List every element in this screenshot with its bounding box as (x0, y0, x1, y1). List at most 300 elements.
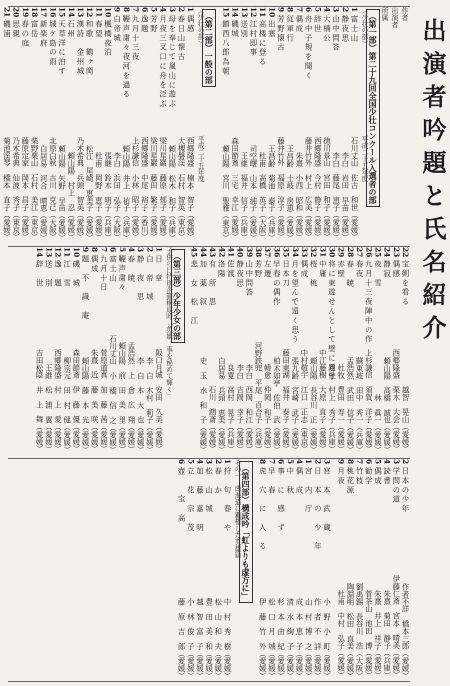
entry-part2-row (149, 7, 158, 243)
rank-number: 9 (336, 459, 346, 465)
poem-title: 春 暁 (345, 260, 355, 289)
poem-title: 春 暁 (126, 255, 136, 284)
poem-title: 狩 句 春 や (223, 467, 232, 533)
section-header-part3-text: （第三部）少年少女の部 (171, 249, 185, 343)
entry-part4-row (186, 459, 195, 681)
entry-part3-row (90, 247, 99, 455)
entry-part2-row (177, 7, 186, 243)
performer-name: 朱熹 近 藤 美 咲（愛媛） (90, 349, 100, 453)
performer-name: 李白 吉岡 幸子（愛媛） (235, 364, 245, 453)
poem-title: 逸題 (140, 15, 150, 34)
poem-title: 石州 (66, 20, 76, 40)
rank-number: 5 (373, 459, 383, 465)
performer-name: 上杉謙信 須賀 洋子（愛媛） (364, 349, 374, 453)
performer-name: 西郷隆盛 村 上 愛（愛媛） (53, 349, 63, 453)
performer-name: 柴野栗山 石村 美江（東京） (30, 137, 40, 241)
performer-name: 朱熹 菊田 静子（兵庫） (382, 590, 392, 679)
poem-title: 新楽府 (39, 20, 49, 49)
rank-number: 37 (263, 247, 273, 258)
performer-name: 徳川景山 宮田 和子（愛媛） (322, 137, 332, 241)
rank-number: 32 (309, 247, 319, 258)
poem-title: 磯 城 (71, 260, 81, 289)
performer-name: 司空曙 山本 純子（愛媛） (248, 144, 258, 241)
entry-part2-row (67, 7, 76, 243)
performer-name: 劉禹錫 長谷川 浩（大阪） (355, 582, 365, 679)
rank-number: 33 (299, 247, 309, 258)
section-band-3 (8, 458, 410, 682)
performer-name: 松江 尾崎 恵美子（愛媛） (85, 144, 95, 241)
poem-title: 従軍行 (285, 15, 295, 44)
poem-title: 江 雪 (62, 260, 72, 289)
performer-name: 杜牧 豊田 寿一（愛媛） (336, 364, 346, 453)
entry-part2-cont-row (392, 247, 401, 455)
rank-number: 5 (117, 247, 127, 253)
poem-title: 月夜 (336, 467, 346, 486)
poem-title: 春 か (213, 467, 223, 496)
entry-part2-cont-row (263, 247, 272, 455)
rank-number: 22 (401, 247, 410, 258)
performer-name: 孟浩然 武田 信子（愛媛） (345, 356, 355, 453)
rank-number: 4 (195, 459, 205, 465)
rank-number: 12 (248, 7, 258, 18)
rank-number: 14 (66, 7, 76, 18)
rank-number: 7 (131, 7, 141, 13)
entry-part2-row (113, 7, 122, 243)
rank-number: 38 (254, 247, 263, 258)
entry-part4-row (214, 459, 223, 681)
poem-title: 中庸 (318, 260, 328, 280)
poem-title: 春望 (94, 20, 104, 40)
rank-number: 5 (313, 7, 323, 13)
performer-name: 李 白 本 大 也（愛媛） (136, 356, 146, 453)
poem-title: 楓橋夜泊 (103, 20, 113, 58)
performer-name: 頼山陽 藤 本 光（愛媛） (81, 356, 91, 453)
poem-title: 読書 (382, 467, 392, 486)
performer-name: 石川 鴻斎（愛媛） (208, 386, 218, 453)
entry-part4-row (223, 459, 232, 681)
rank-number: 43 (208, 247, 218, 258)
poem-title: 芳野 (149, 15, 159, 34)
poem-title: 加 薬 叙 (198, 260, 208, 308)
entry-part3-row (35, 247, 44, 455)
entry-part3-cont-row (355, 459, 364, 681)
rank-number: 5 (186, 459, 196, 465)
entry-part2-row (2, 7, 11, 243)
column-header-author: 作者 (401, 7, 409, 21)
performer-name: 白居易 兵頭 恵美（愛媛） (217, 356, 227, 453)
poem-title: 舟中子規を聞く (304, 15, 314, 81)
poem-title: 偶感 (186, 15, 196, 34)
rank-number: 1 (223, 459, 232, 465)
poem-title: 鎮西八郎為朝 (221, 20, 231, 77)
rank-number: 13 (75, 7, 85, 18)
performer-name: 中村敬宇 江口 正志（東京） (299, 349, 309, 453)
entry-part3-row (72, 247, 81, 455)
poem-title: 送 別 (44, 260, 54, 289)
performer-name: 藤井竹外 福原 淳子（愛媛） (276, 137, 286, 241)
rank-number: 8 (121, 7, 131, 13)
performer-name: 西郷隆盛 今村 静子（愛媛） (313, 137, 323, 241)
entry-part1-row (313, 7, 322, 243)
rank-number: 2 (145, 247, 155, 253)
rank-number: 39 (244, 247, 254, 258)
performer-name: 張九齢 宮崎 武子（愛媛） (290, 356, 300, 453)
entry-part2-cont-row (327, 247, 336, 455)
performer-name: 北原白秋 古川 克己（大阪） (48, 137, 58, 241)
poem-title: 加 藤 嘉 明 (195, 467, 205, 533)
poem-title: 富士山 (108, 255, 118, 284)
performer-name: 菅茶山 池田 博（愛媛） (364, 590, 374, 679)
performer-name: 杉 本 由 紀（愛媛） (276, 597, 286, 679)
rank-number: 36 (272, 247, 282, 258)
entry-part2-row (186, 7, 195, 243)
performer-name: 李白 岩田 早苗（愛媛） (340, 152, 350, 241)
entry-part2-cont-row (373, 247, 382, 455)
performer-name: 杜甫 高橋 英子（大阪） (258, 152, 268, 241)
poem-title: 静夜思 (235, 260, 245, 289)
rank-number: 29 (336, 247, 346, 258)
entry-part2-cont-row (355, 247, 364, 455)
column-header-branch: 所属 (381, 7, 389, 21)
entry-part1-row (230, 7, 239, 243)
rank-number: 21 (2, 7, 12, 18)
performer-name: 山 村 博 之（愛媛） (304, 597, 314, 679)
entry-part3-mid-row (295, 459, 304, 681)
entry-part2-row (94, 7, 103, 243)
rank-number: 3 (167, 7, 177, 13)
rank-number: 34 (290, 247, 300, 258)
entry-part3-cont-row (373, 459, 382, 681)
performer-name: 杜甫 中村 弘子（愛媛） (336, 590, 346, 679)
rank-number: 12 (85, 7, 95, 18)
rank-number: 44 (198, 247, 208, 258)
rank-number: 2 (177, 7, 186, 13)
performer-name: 吉田松陰 井 上 舞（愛媛） (35, 349, 45, 453)
performer-name: 菊池渓琴 橋本 直子（愛媛） (2, 137, 12, 241)
rank-number: 13 (44, 247, 54, 258)
performer-name: 良寛 高村 晃子（兵庫） (226, 364, 236, 453)
rank-number: 35 (281, 247, 291, 258)
poem-title: 左遷 (263, 260, 273, 280)
rank-number: 13 (239, 7, 249, 18)
poem-title: 学問の道 (391, 467, 401, 505)
entry-part1-row (240, 7, 249, 243)
rank-number: 6 (140, 7, 150, 13)
section-header-part2-text: （第二部）一般の部 (202, 9, 216, 87)
poem-title: 宮 内 庁 (304, 467, 314, 515)
rank-number: 2 (213, 459, 223, 465)
rank-number: 14 (35, 247, 45, 258)
poem-title: 漢詩 金州城 (75, 20, 85, 77)
performer-name: 作 者 不 詳（愛媛） (313, 597, 323, 679)
poem-title: 春夜 (355, 260, 365, 280)
performer-name: 豊 田 美 和（愛媛） (204, 597, 214, 679)
poem-title: 夜 雪 (373, 260, 383, 289)
entry-part2-cont-row (272, 247, 281, 455)
performer-name: 頼山陽 前 田 美 里（愛媛） (117, 342, 127, 453)
poem-title: 白 帝 城 (145, 255, 155, 303)
poem-title: 高楼に登る (258, 20, 268, 68)
poem-title: 将に東遊せんとして壁に題す (327, 260, 337, 383)
poem-title: 富岳 (30, 20, 39, 40)
performer-name: 藤田東湖 福井 泰子（愛媛） (281, 349, 291, 453)
poem-title: 山中問答 (244, 260, 254, 298)
entry-part2-cont-row (199, 247, 208, 455)
performer-name: 杜甫 岡野 恵子（愛媛） (94, 152, 104, 241)
rank-number: 3 (204, 459, 214, 465)
entry-part2-row (85, 7, 94, 243)
column-gap (253, 459, 258, 681)
poem-title: 松 山 城 (204, 467, 214, 515)
rank-number: 40 (235, 247, 245, 258)
rank-number: 11 (62, 247, 72, 258)
entry-part3-row (99, 247, 108, 455)
poem-title: 早 春 (267, 467, 277, 496)
entry-part3-mid-row (313, 459, 322, 681)
entry-part2-cont-row (235, 247, 244, 455)
entry-part2-cont-row (281, 247, 290, 455)
rank-number: 19 (20, 7, 30, 18)
column-header-performer: 出演者 (391, 7, 399, 28)
rank-number: 14 (230, 7, 240, 18)
entry-part2-cont-row (208, 247, 217, 455)
poem-title: 芳野 (254, 260, 263, 280)
entry-part1-row (295, 7, 304, 243)
rank-number: 41 (226, 247, 236, 258)
rank-number: 24 (382, 247, 392, 258)
rank-number: 45 (189, 247, 199, 258)
performer-name: 朱熹 小西 昭和（愛媛） (294, 152, 304, 241)
rank-number: 1 (304, 459, 314, 465)
performer-name: 頼山陽 高橋 誠也（愛媛） (382, 356, 392, 453)
section-subheader-part4: その一 南海道に覇権した英雄篇 (233, 459, 241, 558)
rank-number: 10 (267, 7, 277, 18)
rank-number: 6 (304, 7, 314, 13)
entry-part2-row (39, 7, 48, 243)
performer-name: 成 本 恵 子（愛媛） (294, 597, 304, 679)
poem-title: 春の庭 (20, 20, 30, 49)
performer-name: 藤 原 吉 郎（愛媛） (177, 597, 187, 679)
poem-title: 城ケ島の雨 (48, 20, 58, 68)
performer-name: 大槻磐渓 石村 智英（東京） (177, 137, 187, 241)
rank-number: 28 (345, 247, 355, 258)
entry-part3-cont-row (337, 459, 346, 681)
poem-title: 江村即事 (248, 20, 258, 58)
performer-name: 柏木如亭 佐伯 武（愛媛） (272, 356, 282, 453)
poem-title: 鞭声粛々夜河を過る (121, 15, 131, 100)
rank-number: 4 (382, 459, 392, 465)
poem-title: 日本刀 (281, 260, 291, 289)
poem-title: 磯城 (230, 20, 240, 40)
rank-number: 3 (322, 459, 332, 465)
poem-title: 静 夜 思 (136, 255, 146, 303)
performer-name: 頼山陽 長谷川 正（愛媛） (309, 356, 319, 453)
poem-title: 鞭声粛々 (117, 255, 127, 293)
performer-name: 作者不詳 橋本三郎（愛媛） (401, 582, 411, 679)
section-header-part3 (173, 247, 185, 455)
section-subheader-part1: （少壮の部） 平成二十五年度 (360, 7, 368, 182)
rank-number: 11 (94, 7, 104, 18)
performer-name: 陶淵明 松田 直美（愛媛） (345, 582, 355, 679)
poem-title: 辞 世 (35, 260, 45, 289)
poem-title: 早春の偶作 (272, 260, 282, 308)
performer-name: 柳宗元 田 村 健（愛媛） (62, 356, 72, 453)
entry-part2-cont-row (309, 247, 318, 455)
poem-title: 立 花 宗 茂 (186, 467, 196, 533)
rank-number: 6 (276, 459, 286, 465)
performer-name: 蘇東坡 田中 秀一（兵庫） (355, 356, 365, 453)
performer-name: 乃木希典 仙波 秀子（東京） (11, 137, 21, 241)
poem-title: 日 本 の 少 年 (313, 467, 323, 552)
section-band-1 (2, 6, 410, 243)
performer-name: 西郷隆盛 中尾 裕子（香川） (140, 137, 150, 241)
performer-name: 石川丈山 小 橋 信 之（愛媛） (108, 334, 118, 453)
performer-name: 越 智 富 子（愛媛） (195, 597, 205, 679)
rank-number: 9 (81, 247, 90, 253)
performer-name: 松 口 月 城（愛媛） (267, 597, 277, 679)
performer-name: 王維 福井 信子（兵庫） (239, 152, 249, 241)
rank-number: 7 (294, 7, 304, 13)
poem-title: 桃花源 (345, 467, 355, 496)
rank-number: 6 (108, 247, 118, 253)
performer-name: 朱熹 井上 祥子（愛媛） (373, 590, 383, 679)
rank-number: 5 (149, 7, 159, 13)
entry-part2-row (30, 7, 39, 243)
rank-number: 18 (30, 7, 39, 18)
rank-number: 15 (57, 7, 67, 18)
performer-name: 乃木希典 兵頭 智美（愛媛） (75, 137, 85, 241)
entry-part2-cont-row (337, 247, 346, 455)
performer-name: 藤原定家 岡本 昌子（愛媛） (20, 137, 30, 241)
rank-number: 2 (340, 7, 350, 13)
performer-name: 小 林 俊 子（愛媛） (186, 597, 196, 679)
entry-part3-row (81, 247, 90, 455)
rank-number: 8 (90, 247, 100, 253)
poem-title: 赤壁 (336, 260, 346, 280)
performer-name: 頼山陽 井上 祐子（兵庫） (121, 144, 131, 241)
poem-title: 九月十三夜 (131, 15, 141, 63)
entry-part2-row (131, 7, 140, 243)
performer-name: 韓愈 仲岡 和子（愛媛） (263, 364, 273, 453)
entry-part2-row (57, 7, 66, 243)
section-header-part4-text: （第四部）構成吟「虹よりも虚方に」 (239, 461, 253, 603)
section-subheader-part2: （少壮の部） 平成二十五年度 (196, 7, 205, 182)
entry-part3-row (145, 247, 154, 455)
entry-part3-row (154, 247, 163, 455)
poem-title: 偶 成 (294, 467, 304, 496)
poem-title: 宮 本 武 蔵 (322, 467, 332, 533)
performer-name: 李白 藤尾 恵子（愛媛） (331, 152, 341, 241)
entry-part2-cont-row (346, 247, 355, 455)
performer-name: 中江藤樹 大原 直子（愛媛） (318, 349, 328, 453)
entry-part1-row (258, 7, 267, 243)
entry-part1-row (267, 7, 276, 243)
rank-number: 2 (313, 459, 323, 465)
performer-name: 月性 村上 秀子（兵庫） (327, 364, 337, 453)
performer-name: 伊藤仁斎 宮本 晴美（愛媛） (391, 575, 401, 679)
poem-title: 思親 (11, 20, 21, 40)
performer-name: 河野鉄兜 平尾 百合子（兵庫） (254, 342, 264, 453)
rank-number: 7 (355, 459, 365, 465)
entry-part2-row (48, 7, 57, 243)
performer-name: 小 野 小 町（愛媛） (322, 597, 332, 679)
rank-number: 8 (258, 459, 268, 465)
column-gap (216, 7, 221, 243)
poem-title: 勧学 (364, 467, 374, 486)
rank-number: 3 (391, 459, 401, 465)
section-header-part4 (241, 459, 253, 681)
entry-part2-cont-row (254, 247, 263, 455)
poem-title: 天草洋に泊す (57, 20, 67, 77)
rank-number: 7 (99, 247, 109, 253)
poem-title: 悲 女 松 江 (189, 260, 199, 327)
performer-name: 上杉謙信 小林 昭子（愛媛） (131, 137, 141, 241)
performer-name: 孟浩然 上 倉 広 翔（愛媛） (126, 342, 136, 453)
poem-title: 虎 穴 に 入 る (258, 467, 268, 552)
performer-name: 李 白 木村 莉子（愛媛） (145, 356, 155, 453)
performer-name: 清 水 絢 子（愛媛） (285, 597, 295, 679)
poem-title: 事 に 感 ず (276, 467, 286, 533)
performer-name: 松 山 和 夫（愛媛） (213, 597, 223, 679)
rank-number: 23 (391, 247, 401, 258)
performer-name: 白居易 河合 晴恵（愛媛） (39, 144, 49, 241)
entry-part2-cont-row (291, 247, 300, 455)
entry-part3-cont-row (364, 459, 373, 681)
poem-title: 壺 宝 高 (177, 467, 187, 524)
entry-part4-row (195, 459, 204, 681)
entry-part4-row (204, 459, 213, 681)
performer-name: 越智 晃山（愛媛） (401, 386, 411, 453)
entry-part3-mid-row (258, 459, 267, 681)
poem-title: 宝剣を看る (401, 260, 410, 308)
performer-name: 伊 藤 竹 外（愛媛） (258, 597, 268, 679)
entry-part2-last-row (190, 247, 199, 455)
entry-part3-mid-row (267, 459, 276, 681)
poem-title: 静夜思 (340, 15, 350, 44)
performer-name: 李白 西岡 和江（愛媛） (244, 364, 254, 453)
performer-name: 頼山陽 村上 忍（愛媛） (66, 152, 76, 241)
rank-number: 10 (71, 247, 81, 258)
rank-number: 8 (285, 7, 295, 13)
entry-part2-cont-row (217, 247, 226, 455)
poem-title: 偶成 (294, 15, 304, 34)
rank-number: 11 (258, 7, 268, 18)
rank-number: 42 (217, 247, 227, 258)
column-gap (185, 247, 190, 455)
section-header-part1 (368, 7, 380, 243)
entry-part2-cont-row (318, 247, 327, 455)
entry-part2-cont-row (364, 247, 373, 455)
performer-name: 森田節斎 三宅 幸江（愛媛） (230, 137, 240, 241)
poem-title: 偶成 (373, 467, 383, 486)
poem-title: 静寂 (382, 260, 392, 280)
section-header-part2 (204, 7, 216, 243)
entry-part2-row (140, 7, 149, 243)
rank-number: 4 (294, 459, 304, 465)
poem-title: 偶成 (90, 255, 100, 274)
poem-title: 逸 題 (53, 260, 63, 289)
entry-part3-cont-row (392, 459, 401, 681)
entry-part2-row (76, 7, 85, 243)
poem-title: 九月十三夜陣中の作 (364, 260, 374, 345)
poem-title: 春日山懐古 (177, 15, 186, 63)
poem-title: 偶感 (391, 260, 401, 280)
rank-number: 3 (136, 247, 146, 253)
rank-number: 26 (364, 247, 374, 258)
entry-part3-row (127, 247, 136, 455)
performer-name: 森田節斎 伊 藤 優（愛媛） (71, 349, 81, 453)
entry-part3-cont-row (401, 459, 410, 681)
